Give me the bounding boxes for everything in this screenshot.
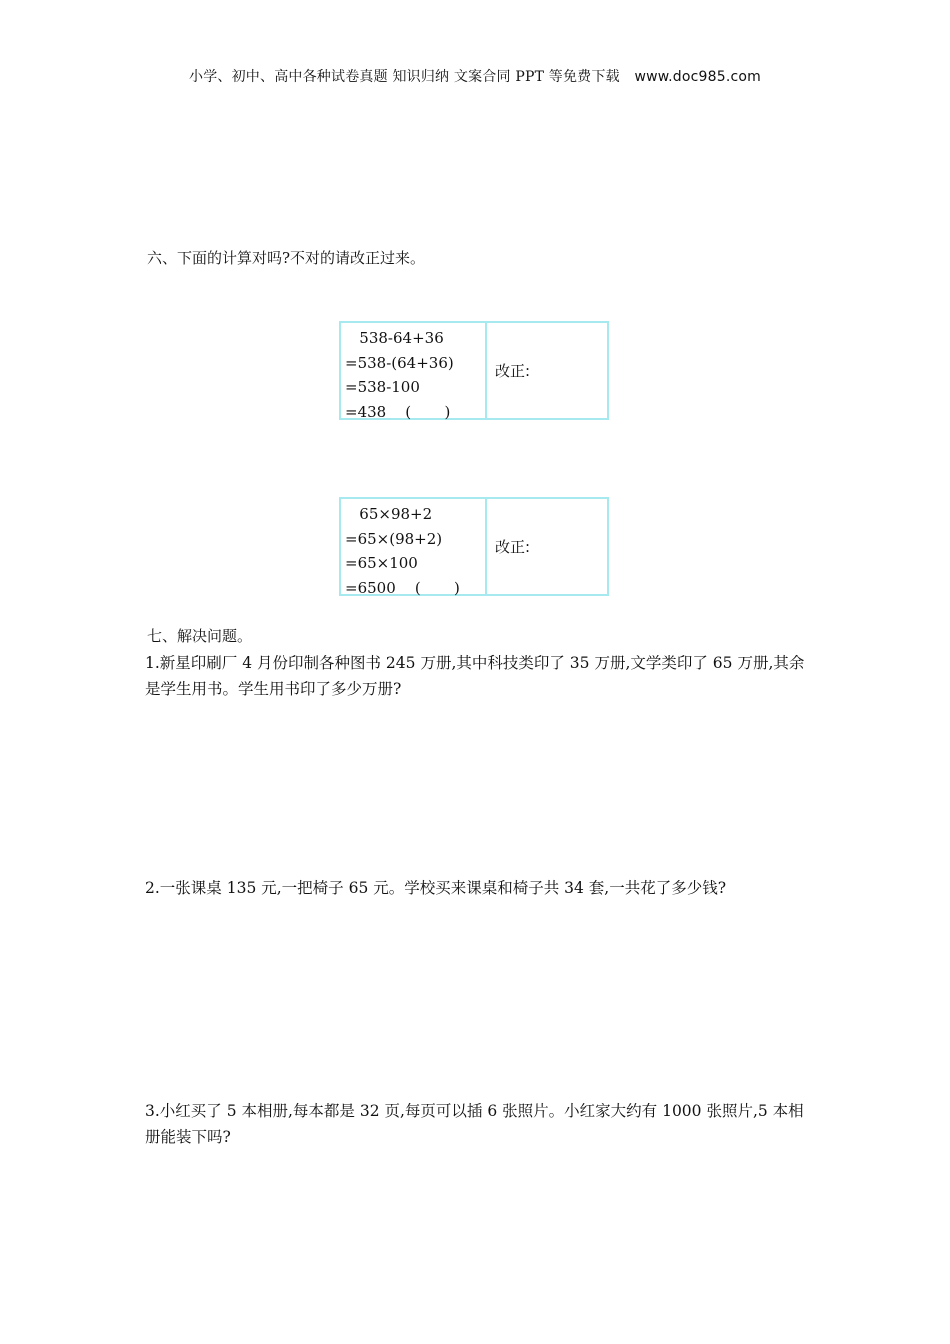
calc-steps-2 bbox=[341, 499, 487, 597]
calc-steps-1 bbox=[341, 323, 487, 421]
calc-line: 538-64+36 bbox=[345, 329, 444, 347]
header-text: 小学、初中、高中各种试卷真题 知识归纳 文案合同 PPT 等免费下载 bbox=[189, 69, 620, 85]
correction-cell-1[interactable] bbox=[487, 323, 607, 418]
calc-line: =538-(64+36) bbox=[345, 353, 454, 372]
section-6-title: 六、下面的计算对吗?不对的请改正过来。 bbox=[147, 249, 426, 267]
correction-cell-2[interactable] bbox=[487, 499, 607, 594]
page-header bbox=[0, 66, 950, 86]
correction-label: 改正: bbox=[495, 538, 531, 556]
question-1: 1.新星印刷厂 4 月份印制各种图书 245 万册,其中科技类印了 35 万册,文学类印了 65 万册,其余是学生用书。学生用书印了多少万册? bbox=[145, 654, 805, 698]
calc-line: 65×98+2 bbox=[345, 505, 433, 523]
calc-line: =65×(98+2) bbox=[345, 529, 443, 548]
calc-line: =65×100 bbox=[345, 554, 418, 572]
calc-box-1 bbox=[339, 321, 609, 420]
section-7-title: 七、解决问题。 bbox=[147, 627, 253, 645]
header-url[interactable]: www.doc985.com bbox=[634, 69, 761, 85]
calc-line: =438 ( ) bbox=[345, 402, 451, 421]
calc-box-2 bbox=[339, 497, 609, 596]
correction-label: 改正: bbox=[495, 362, 531, 380]
calc-line: =538-100 bbox=[345, 378, 420, 396]
calc-line: =6500 ( ) bbox=[345, 578, 460, 597]
question-3: 3.小红买了 5 本相册,每本都是 32 页,每页可以插 6 张照片。小红家大约有 1000 张照片,5 本相册能装下吗? bbox=[145, 1102, 804, 1146]
question-2: 2.一张课桌 135 元,一把椅子 65 元。学校买来课桌和椅子共 34 套,一共花了多少钱? bbox=[145, 879, 727, 897]
